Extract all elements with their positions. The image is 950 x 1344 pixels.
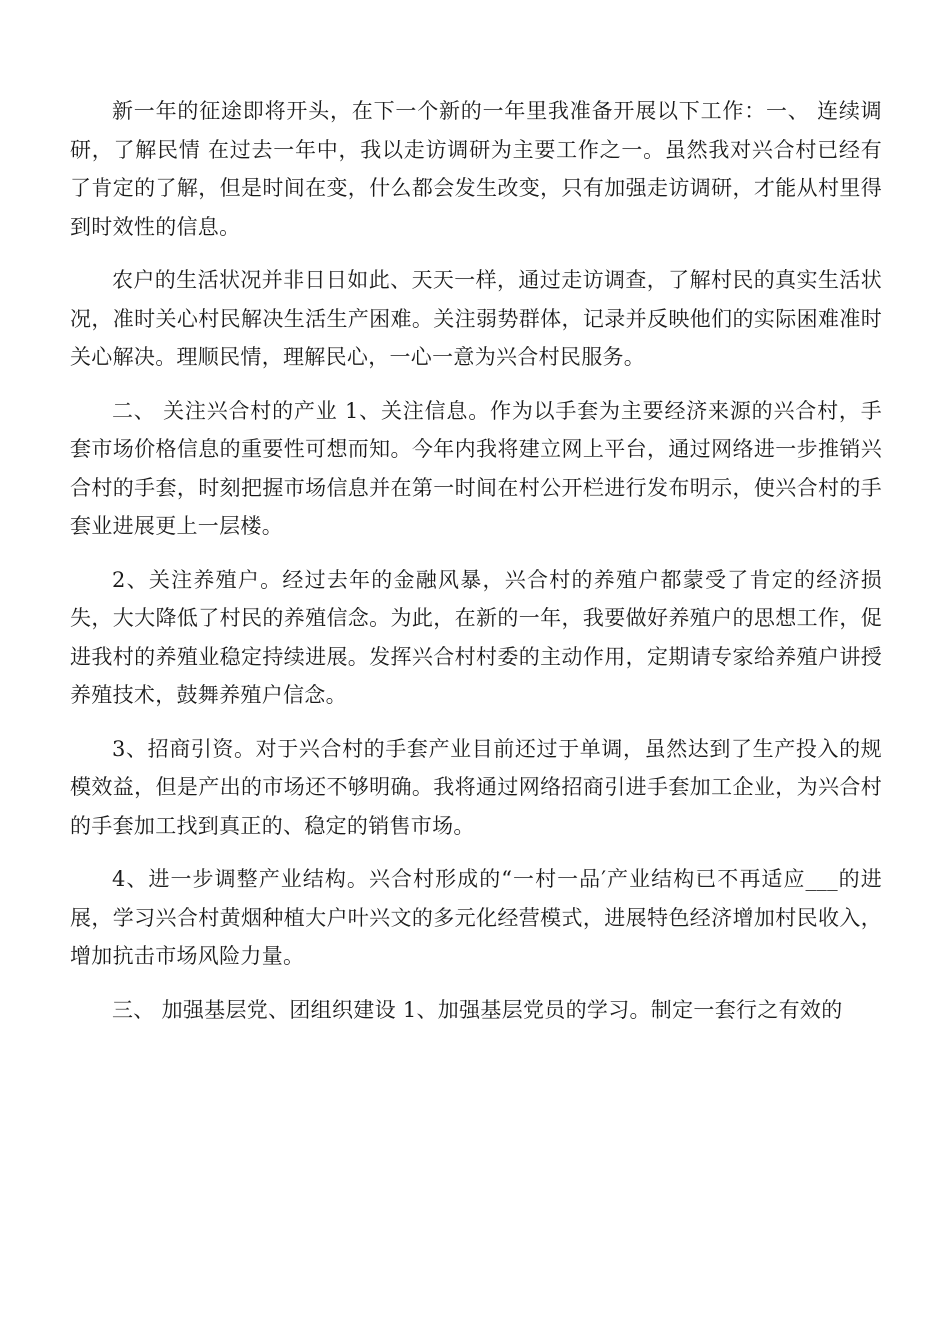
paragraph-4: 2、关注养殖户。经过去年的金融风暴，兴合村的养殖户都蒙受了肯定的经济损失，大大降低了村民的养殖信念。为此，在新的一年，我要做好养殖户的思想工作，促进我村的养殖业稳定持续进展。发挥兴合村村委的主动作用，定期请专家给养殖户讲授养殖技术，鼓舞养殖户信念。 — [70, 567, 882, 707]
paragraph-5: 3、招商引资。对于兴合村的手套产业目前还过于单调，虽然达到了生产投入的规模效益，但是产出的市场还不够明确。我将通过网络招商引进手套加工企业，为兴合村的手套加工找到真正的、稳定的销售市场。 — [70, 736, 882, 838]
paragraph-2: 农户的生活状况并非日日如此、天天一样，通过走访调查，了解村民的真实生活状况，准时关心村民解决生活生产困难。关注弱势群体，记录并反映他们的实际困难准时关心解决。理顺民情，理解民心，一心一意为兴合村民服务。 — [70, 268, 882, 369]
paragraph-3: 二、 关注兴合村的产业 1、关注信息。作为以手套为主要经济来源的兴合村，手套市场价格信息的重要性可想而知。今年内我将建立网上平台，通过网络进一步推销兴合村的手套，时刻把握市场信息并在第一时间在村公开栏进行发布明示，使兴合村的手套业进展更上一层楼。 — [70, 398, 882, 538]
paragraph-7: 三、 加强基层党、团组织建设 1、加强基层党员的学习。制定一套行之有效的 — [112, 997, 843, 1022]
paragraph-1: 新一年的征途即将开头，在下一个新的一年里我准备开展以下工作：一、 连续调研，了解民情 在过去一年中，我以走访调研为主要工作之一。虽然我对兴合村已经有了肯定的了解，但是时间在变，什么都会发生改变，只有加强走访调研，才能从村里得到时效性的信息。 — [70, 99, 882, 239]
document-body — [70, 92, 882, 1044]
paragraph-6: 4、进一步调整产业结构。兴合村形成的“一村一品′产业结构已不再适应___的进展，学习兴合村黄烟种植大户叶兴文的多元化经营模式，进展特色经济增加村民收入，增加抗击市场风险力量。 — [70, 867, 882, 968]
